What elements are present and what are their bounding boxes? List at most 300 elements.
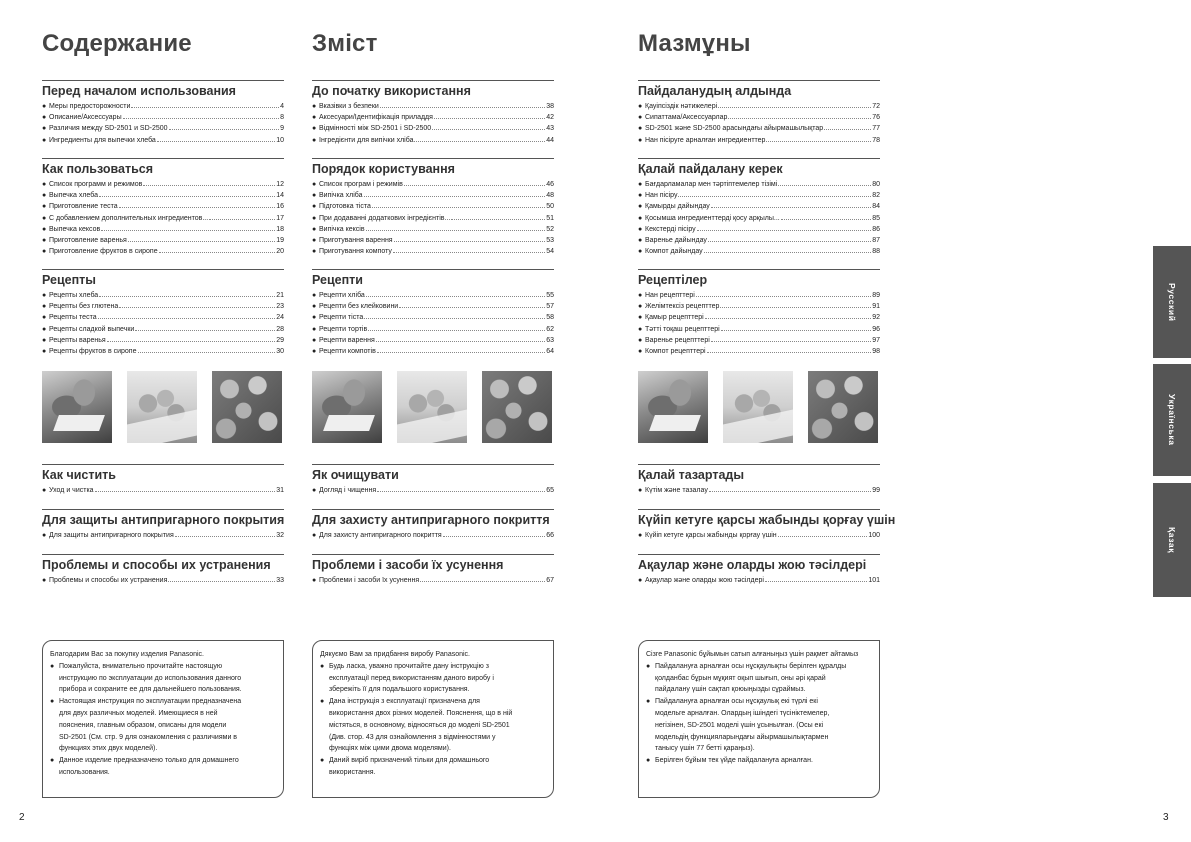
toc-entry-page: 84 <box>872 203 880 211</box>
toc-entry[interactable] <box>42 190 284 201</box>
toc-entry-label: Інгредієнти для випічки хліба <box>319 136 414 144</box>
photo-strip <box>638 371 880 443</box>
toc-entry[interactable] <box>312 224 554 235</box>
toc-entry-label: Приготовление теста <box>49 203 118 211</box>
dot-leader <box>372 207 545 208</box>
toc-entry[interactable] <box>638 123 880 134</box>
dot-leader <box>718 107 871 108</box>
bread-loaves-photo <box>312 371 382 443</box>
bullet-icon: ● <box>312 192 317 200</box>
toc-entry[interactable] <box>638 485 880 496</box>
toc-entry[interactable] <box>638 530 880 541</box>
toc-entry-label: Варенье дайындау <box>645 236 707 244</box>
note-bullet <box>646 696 872 755</box>
pastries-tray-photo <box>212 371 282 443</box>
section-heading: Рецепты <box>42 269 284 288</box>
toc-entry-page: 96 <box>872 325 880 333</box>
toc-entry-page: 12 <box>276 181 284 188</box>
toc-entry-page: 51 <box>546 214 554 222</box>
toc-entry-page: 97 <box>872 336 880 344</box>
toc-entry[interactable] <box>42 312 284 323</box>
dot-leader <box>366 296 545 297</box>
toc-entry[interactable] <box>42 301 284 312</box>
dot-leader <box>157 141 275 142</box>
toc-list <box>42 530 284 541</box>
toc-entry-label: Ингредиенты для выпечки хлеба <box>49 136 156 144</box>
toc-entry-label: Відмінності між SD-2501 і SD-2500 <box>319 125 432 133</box>
note-line: збережіть її для подальшого користування. <box>329 686 470 694</box>
toc-entry-label: Рецепты без глютена <box>49 303 119 311</box>
note-line: Данное изделие предназначено только для домашнего <box>59 757 239 765</box>
toc-entry-page: 38 <box>546 103 554 110</box>
toc-section <box>638 464 880 496</box>
toc-list <box>312 575 554 586</box>
bullet-icon: ● <box>42 136 47 144</box>
note-line: модельдің функцияларындағы айырмашылықтармен <box>655 733 829 741</box>
toc-entry-page: 46 <box>546 181 554 188</box>
toc-entry-label: Проблеми і засоби їх усунення <box>319 577 420 584</box>
toc-entry[interactable] <box>638 312 880 323</box>
toc-section <box>312 554 554 586</box>
note-line: Будь ласка, уважно прочитайте дану інструкцію з <box>329 662 489 670</box>
note-line: Пожалуйста, внимательно прочитайте настоящую <box>59 662 223 670</box>
toc-entry-page: 86 <box>872 225 880 233</box>
note-line: танысу үшін 77 бетті қараңыз). <box>655 745 755 753</box>
toc-entry-page: 101 <box>868 577 880 584</box>
toc-section <box>42 80 284 146</box>
dot-leader <box>432 129 545 130</box>
page-number-left: 2 <box>19 812 25 823</box>
toc-entry-page: 67 <box>546 577 554 584</box>
note-line: қолданбас бұрын мұқият оқып шығып, оны әрі қарай <box>655 674 826 682</box>
toc-entry-label: Бағдарламалар мен тәртіптемелер тізімі <box>645 181 778 188</box>
toc-entry-page: 52 <box>546 225 554 233</box>
bullet-icon: ● <box>638 487 643 494</box>
toc-entry[interactable] <box>638 224 880 235</box>
toc-entry-label: Тәтті тоқаш рецепттері <box>645 325 720 333</box>
toc-entry[interactable] <box>312 213 554 224</box>
toc-entry-page: 80 <box>872 181 880 188</box>
bullet-icon: ● <box>320 757 325 765</box>
note-bullet-text <box>329 696 512 755</box>
bullet-icon: ● <box>638 136 643 144</box>
toc-entry-page: 92 <box>872 314 880 322</box>
bullet-icon: ● <box>312 292 317 299</box>
toc-entry[interactable] <box>312 135 554 146</box>
toc-entry[interactable] <box>638 335 880 346</box>
toc-entry[interactable] <box>42 575 284 586</box>
note-line: Пайдалануға арналған осы нұсқаулықты берілген құралды <box>655 662 847 670</box>
dot-leader <box>394 241 546 242</box>
note-bullet-text <box>59 661 242 696</box>
toc-entry-label: Описание/Аксессуары <box>49 114 122 122</box>
toc-entry[interactable] <box>638 190 880 201</box>
toc-list <box>42 290 284 357</box>
toc-entry-label: Список програм і режимів <box>319 181 403 188</box>
bullet-icon: ● <box>312 303 317 311</box>
note-bullet <box>50 755 276 779</box>
toc-entry-label: Уход и чистка <box>49 487 94 494</box>
dot-leader <box>175 536 275 537</box>
bullet-icon: ● <box>42 125 47 133</box>
toc-entry[interactable] <box>42 346 284 357</box>
photo-strip <box>312 371 554 443</box>
note-bullet <box>50 696 276 755</box>
toc-entry[interactable] <box>638 101 880 112</box>
bullet-icon: ● <box>42 181 47 188</box>
toc-entry-label: Для захисту антипригарного покриття <box>319 532 442 539</box>
toc-entry-label: При додаванні додаткових інгредієнтів... <box>319 214 451 222</box>
dot-leader <box>138 352 276 353</box>
toc-entry[interactable] <box>312 324 554 335</box>
dot-leader <box>414 141 545 142</box>
bullet-icon: ● <box>312 532 317 539</box>
toc-entry-label: Нан рецепттері <box>645 292 695 299</box>
toc-section <box>638 554 880 586</box>
toc-entry[interactable] <box>42 179 284 190</box>
toc-entry-page: 43 <box>546 125 554 133</box>
dot-leader <box>393 252 545 253</box>
toc-entry[interactable] <box>638 301 880 312</box>
toc-section <box>42 158 284 257</box>
bullet-icon: ● <box>42 487 47 494</box>
note-line: функціях між цими двома моделями). <box>329 745 451 753</box>
dot-leader <box>119 207 276 208</box>
toc-entry-page: 82 <box>872 192 880 200</box>
toc-entry-page: 28 <box>276 325 284 333</box>
toc-entry-page: 14 <box>276 192 284 200</box>
note-line: використання. <box>329 768 376 776</box>
section-heading: Как пользоваться <box>42 158 284 177</box>
tab-ukrainian[interactable] <box>1153 364 1191 476</box>
note-line: пайдалану үшін сақтап қоюыңызды сұраймыз. <box>655 686 806 694</box>
toc-entry[interactable] <box>42 135 284 146</box>
toc-entry-label: Для защиты антипригарного покрытия <box>49 532 174 539</box>
toc-entry[interactable] <box>312 530 554 541</box>
bread-loaves-photo <box>638 371 708 443</box>
dot-leader <box>404 185 545 186</box>
toc-entry[interactable] <box>42 335 284 346</box>
toc-entry[interactable] <box>42 123 284 134</box>
toc-entry[interactable] <box>42 201 284 212</box>
note-line: функциях этих двух моделей). <box>59 745 158 753</box>
dot-leader <box>766 141 871 142</box>
toc-entry[interactable] <box>42 530 284 541</box>
toc-list <box>42 575 284 586</box>
dot-leader <box>169 129 280 130</box>
section-heading: Как чистить <box>42 464 284 483</box>
note-bullet <box>50 661 276 696</box>
toc-entry-label: Рецепти тортів <box>319 325 368 333</box>
bullet-icon: ● <box>42 114 47 122</box>
bullet-icon: ● <box>638 292 643 299</box>
toc-entry-label: Кекстерді пісіру <box>645 225 696 233</box>
pastries-tray-photo <box>808 371 878 443</box>
toc-entry-page: 42 <box>546 114 554 122</box>
section-heading: Пайдаланудың алдында <box>638 80 880 99</box>
toc-list <box>638 290 880 357</box>
toc-section <box>42 464 284 496</box>
toc-entry-label: Ақаулар және оларды жою тәсілдері <box>645 577 764 584</box>
toc-entry[interactable] <box>638 112 880 123</box>
toc-entry-page: 18 <box>276 225 284 233</box>
dot-leader <box>364 196 546 197</box>
toc-entry[interactable] <box>312 346 554 357</box>
toc-entry-label: Рецепти варення <box>319 336 375 344</box>
toc-entry-label: С добавлением дополнительных ингредиентов... <box>49 214 209 222</box>
toc-section <box>42 554 284 586</box>
dot-leader <box>781 219 871 220</box>
toc-entry-page: 57 <box>546 303 554 311</box>
toc-list <box>312 290 554 357</box>
toc-entry-page: 16 <box>276 203 284 211</box>
toc-entry[interactable] <box>638 346 880 357</box>
toc-entry[interactable] <box>42 324 284 335</box>
note-line: SD-2501 (См. стр. 9 для ознакомления с различиями в <box>59 733 238 741</box>
toc-entry-label: Підготовка тіста <box>319 203 371 211</box>
dot-leader <box>711 207 871 208</box>
bullet-icon: ● <box>312 136 317 144</box>
toc-entry[interactable] <box>42 246 284 257</box>
toc-entry[interactable] <box>312 101 554 112</box>
dot-leader <box>377 491 545 492</box>
toc-list <box>312 530 554 541</box>
note-bullet-text <box>655 661 846 696</box>
toc-entry-label: Компот дайындау <box>645 248 703 256</box>
toc-entry[interactable] <box>42 213 284 224</box>
bullet-icon: ● <box>638 314 643 322</box>
toc-entry[interactable] <box>312 123 554 134</box>
toc-entry[interactable] <box>638 213 880 224</box>
note-line: негізінен, SD-2501 моделі үшін ұсынылған. (Осы екі <box>655 721 824 729</box>
section-heading: Проблеми і засоби їх усунення <box>312 554 554 573</box>
toc-entry-label: Выпечка хлеба <box>49 192 98 200</box>
bullet-icon: ● <box>638 532 643 539</box>
toc-entry-page: 66 <box>546 532 554 539</box>
toc-entry-page: 63 <box>546 336 554 344</box>
bread-rolls-basket-photo <box>127 371 197 443</box>
dot-leader <box>376 341 545 342</box>
bullet-icon: ● <box>638 181 643 188</box>
note-line: модельге арналған. Олардың ішіндегі түсініктемелер, <box>655 709 830 717</box>
dot-leader <box>778 185 871 186</box>
bullet-icon: ● <box>646 662 651 670</box>
toc-entry-label: Компот рецепттері <box>645 347 706 355</box>
note-bullet <box>320 696 546 755</box>
toc-entry-label: Рецепты фруктов в сиропе <box>49 347 137 355</box>
note-intro: Благодарим Вас за покупку изделия Panasonic. <box>50 651 204 658</box>
bullet-icon: ● <box>638 325 643 333</box>
toc-entry-page: 91 <box>872 303 880 311</box>
toc-entry-page: 65 <box>546 487 554 494</box>
toc-entry[interactable] <box>638 179 880 190</box>
toc-section <box>638 509 896 541</box>
toc-entry[interactable] <box>42 235 284 246</box>
toc-entry-label: Рецепти тіста <box>319 314 364 322</box>
dot-leader <box>99 296 275 297</box>
toc-entry-page: 58 <box>546 314 554 322</box>
toc-entry-label: Випічка хліба <box>319 192 363 200</box>
tab-kazakh[interactable] <box>1153 483 1191 597</box>
toc-entry[interactable] <box>312 246 554 257</box>
dot-leader <box>135 330 275 331</box>
toc-entry-label: Күйіп кетуге қарсы жабынды қорғау үшін <box>645 532 777 539</box>
toc-entry-label: Аксесуари/Ідентифікація приладдя <box>319 114 433 122</box>
dot-leader <box>824 129 871 130</box>
toc-entry[interactable] <box>42 290 284 301</box>
dot-leader <box>707 352 872 353</box>
bullet-icon: ● <box>638 336 643 344</box>
contents-title: Зміст <box>312 30 378 57</box>
note-bullet-text <box>59 696 241 755</box>
toc-entry-page: 24 <box>276 314 284 322</box>
toc-entry[interactable] <box>638 290 880 301</box>
toc-entry-page: 89 <box>872 292 880 299</box>
dot-leader <box>101 230 275 231</box>
toc-entry-label: Вказівки з безпеки <box>319 103 379 110</box>
toc-entry[interactable] <box>312 112 554 123</box>
toc-entry[interactable] <box>638 575 880 586</box>
toc-entry[interactable] <box>312 485 554 496</box>
dot-leader <box>721 330 872 331</box>
bullet-icon: ● <box>638 225 643 233</box>
toc-entry[interactable] <box>42 224 284 235</box>
toc-entry[interactable] <box>312 201 554 212</box>
toc-entry[interactable] <box>312 235 554 246</box>
toc-entry-label: Рецепты варенья <box>49 336 106 344</box>
toc-entry-page: 8 <box>280 114 284 122</box>
dot-leader <box>119 307 275 308</box>
toc-entry-page: 85 <box>872 214 880 222</box>
bullet-icon: ● <box>42 192 47 200</box>
dot-leader <box>128 241 275 242</box>
toc-entry[interactable] <box>312 575 554 586</box>
bullet-icon: ● <box>42 292 47 299</box>
toc-entry-page: 17 <box>276 214 284 222</box>
bullet-icon: ● <box>42 336 47 344</box>
dot-leader <box>728 118 871 119</box>
toc-entry[interactable] <box>638 235 880 246</box>
dot-leader <box>107 341 276 342</box>
page-number-right: 3 <box>1163 812 1169 823</box>
note-intro: Сізге Panasonic бұйымын сатып алғаныңыз үшін рақмет айтамыз <box>646 651 859 658</box>
note-intro: Дякуємо Вам за придбання виробу Panasonic. <box>320 651 470 658</box>
toc-list <box>42 101 284 146</box>
tab-russian[interactable] <box>1153 246 1191 358</box>
toc-entry-label: Нан пісіру <box>645 192 678 200</box>
section-heading: Күйіп кетуге қарсы жабынды қорғау үшін <box>638 509 880 528</box>
bullet-icon: ● <box>312 114 317 122</box>
bread-rolls-basket-photo <box>397 371 467 443</box>
bullet-icon: ● <box>320 662 325 670</box>
tab-kazakh-label: Қазақ <box>1167 526 1177 554</box>
toc-entry-label: Сипаттама/Аксессуарлар <box>645 114 728 122</box>
section-heading: Як очищувати <box>312 464 554 483</box>
bullet-icon: ● <box>638 192 643 200</box>
toc-entry[interactable] <box>312 301 554 312</box>
toc-section <box>638 158 880 257</box>
section-heading: Қалай тазартады <box>638 464 880 483</box>
toc-entry[interactable] <box>638 135 880 146</box>
bullet-icon: ● <box>312 314 317 322</box>
toc-entry-label: Қосымша ингредиенттерді қосу арқылы... <box>645 214 780 222</box>
toc-entry-page: 33 <box>276 577 284 584</box>
bullet-icon: ● <box>50 757 55 765</box>
note-bullet-text <box>329 755 489 779</box>
bullet-icon: ● <box>312 103 317 110</box>
dot-leader <box>420 581 545 582</box>
toc-entry-label: Приготовление варенья <box>49 236 127 244</box>
note-bullet-text <box>329 661 494 696</box>
contents-title: Содержание <box>42 30 192 57</box>
toc-entry-label: Проблемы и способы их устранения <box>49 577 168 584</box>
toc-entry[interactable] <box>638 201 880 212</box>
toc-entry-page: 10 <box>276 136 284 144</box>
bullet-icon: ● <box>42 103 47 110</box>
note-line: Пайдалануға арналған осы нұсқаулық екі түрлі екі <box>655 698 818 706</box>
toc-entry-page: 4 <box>280 103 284 110</box>
toc-entry-label: Қамырды дайындау <box>645 203 710 211</box>
toc-entry[interactable] <box>42 485 284 496</box>
toc-entry-label: Желімтексіз рецепттер <box>645 303 720 311</box>
dot-leader <box>368 330 545 331</box>
toc-entry-page: 72 <box>872 103 880 110</box>
toc-list <box>42 179 284 257</box>
toc-entry[interactable] <box>638 246 880 257</box>
toc-list <box>638 179 880 257</box>
dot-leader <box>209 219 275 220</box>
toc-list <box>638 575 880 586</box>
toc-list <box>638 485 880 496</box>
toc-entry[interactable] <box>312 190 554 201</box>
thank-you-note <box>42 640 284 798</box>
dot-leader <box>709 491 871 492</box>
bread-loaves-photo <box>42 371 112 443</box>
dot-leader <box>451 219 545 220</box>
bullet-icon: ● <box>638 236 643 244</box>
note-line: Дана інструкція з експлуатації призначена для <box>329 698 480 706</box>
dot-leader <box>711 341 871 342</box>
tab-ukrainian-label: Українська <box>1167 394 1177 446</box>
bullet-icon: ● <box>312 248 317 256</box>
bullet-icon: ● <box>312 203 317 211</box>
dot-leader <box>159 252 276 253</box>
note-line: пояснения, главным образом, описаны для модели <box>59 721 227 729</box>
toc-entry-page: 62 <box>546 325 554 333</box>
note-line: прибора и сохраните ее для дальнейшего пользования. <box>59 686 242 694</box>
toc-entry[interactable] <box>42 101 284 112</box>
toc-entry-page: 78 <box>872 136 880 144</box>
note-bullet <box>646 661 872 696</box>
note-line: инструкцию по эксплуатации до использования данного <box>59 674 242 682</box>
dot-leader <box>778 536 868 537</box>
note-line: експлуатації перед використанням даного виробу і <box>329 674 494 682</box>
toc-entry[interactable] <box>638 324 880 335</box>
toc-entry[interactable] <box>312 179 554 190</box>
toc-entry[interactable] <box>312 312 554 323</box>
thank-you-note <box>638 640 880 798</box>
toc-entry[interactable] <box>42 112 284 123</box>
section-heading: Перед началом использования <box>42 80 284 99</box>
bullet-icon: ● <box>638 577 643 584</box>
toc-entry[interactable] <box>312 290 554 301</box>
dot-leader <box>720 307 871 308</box>
toc-entry[interactable] <box>312 335 554 346</box>
toc-entry-page: 31 <box>276 487 284 494</box>
note-line: Настоящая инструкция по эксплуатации предназначена <box>59 698 242 706</box>
bullet-icon: ● <box>312 577 317 584</box>
bullet-icon: ● <box>312 214 317 222</box>
